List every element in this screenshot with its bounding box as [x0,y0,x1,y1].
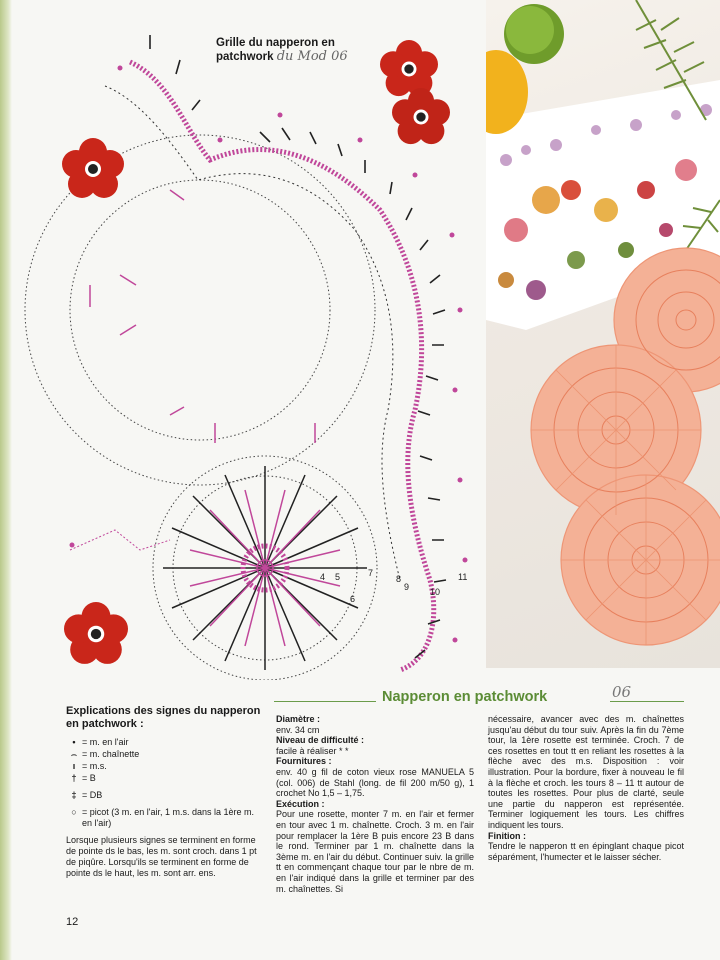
round-number: 4 [320,572,326,582]
legend-text: = m. chaînette [82,749,140,759]
header-rule-right [610,701,684,702]
page-number: 12 [66,916,79,928]
round-number: 10 [430,587,441,597]
header-rule-left [274,701,376,702]
diagram-title-text: Grille du napperon en patchwork [216,37,335,63]
chain-stitch-symbol: • [72,737,76,747]
treble-crochet-symbol: ‡ [71,790,77,800]
instructions-column-1 [276,714,474,894]
finishing-text: Tendre le napperon tt en épinglant chaque picot séparément, l'humecter et le laisser sécher. [488,841,684,862]
section-header [274,683,684,709]
page-binding-edge [0,0,12,960]
legend-text: = B [82,773,96,783]
instructions-column-2 [488,714,684,862]
round-number: 9 [404,582,410,592]
legend-title: Explications des signes du napperon en patchwork : [66,705,261,730]
handwritten-note: du Mod 06 [276,49,348,64]
round-number: 7 [368,568,374,578]
round-number: 5 [335,572,341,582]
difficulty-value: facile à réaliser * * [276,745,349,756]
execution-text: Pour une rosette, monter 7 m. en l'air et fermer en tour avec 1 m. chaînette. Croch. 3 m. en l'air pour remplacer la 1ère B puis encore 23 B dans le rond. Terminer par 1 m. chaînette dans la 3ème m. en l'air du début. Continuer suiv. la grille tt en commençant chaque tour par le nbre de m. en l'air indiqué dans la grille et terminer par des m. chaînettes. Si [276,809,474,894]
red-flower-decoration [390,88,452,146]
execution-label: Exécution : [276,798,325,809]
legend-text: = m.s. [82,761,107,771]
round-number: 11 [458,572,468,582]
round-number: 8 [396,574,402,584]
supplies-text: env. 40 g fil de coton vieux rose MANUELA 5 (col. 006) de Stahl (long. de fil 200 m/50 g), 1 crochet No 1,5 – 1,75. [276,766,474,799]
diameter-value: env. 34 cm [276,724,320,735]
single-crochet-symbol: ı [72,761,76,771]
legend-row [66,773,266,784]
supplies-label: Fournitures : [276,756,332,767]
legend-row [66,761,266,772]
photo-illustration [486,0,720,668]
red-flower-decoration [64,602,128,666]
doily-photo [486,0,720,668]
finishing-label: Finition : [488,830,526,841]
legend-row [66,807,266,829]
section-title: Napperon en patchwork [382,689,548,705]
double-crochet-symbol: † [71,773,77,783]
diameter-label: Diamètre : [276,714,321,724]
legend-row [66,749,266,760]
legend-row [66,790,266,801]
legend-text: = m. en l'air [82,737,129,747]
slip-stitch-symbol: ⌢ [71,749,77,759]
legend-note: Lorsque plusieurs signes se terminent en forme de pointe ds le bas, les m. sont croch. dans 1 pt de piqûre. Lorsqu'ils se terminent en forme de pointe ds le haut, les m. sont arr. ens. [66,835,257,878]
symbols-legend [66,705,266,879]
legend-row [66,737,266,748]
handwritten-number: 06 [612,683,632,701]
red-flower-decoration [62,138,124,200]
execution-continued: nécessaire, avancer avec des m. chaînettes jusqu'au début du tour suiv. Après la fin du 7ème tour, la 1ère rosette est terminée. Croch. 7 de ces rosettes en tout tt en reliant les rosettes à la flèche avec des m.s. Disposition : voir illustration. Pour la bordure, fixer à nouveau le fil à la flèche et croch. les tours 8 – 11 tt autour de toutes les rosettes. Pour plus de clarté, seule une partie du napperon est représentée. Terminer logiquement les tours. Les chiffres indiquent les tours. [488,714,684,830]
picot-symbol: ○ [71,807,77,817]
difficulty-label: Niveau de difficulté : [276,735,365,746]
diagram-title [216,36,386,64]
legend-text: = picot (3 m. en l'air, 1 m.s. dans la 1ère m. en l'air) [82,807,255,828]
legend-text: = DB [82,790,103,800]
round-number: 6 [350,594,356,604]
